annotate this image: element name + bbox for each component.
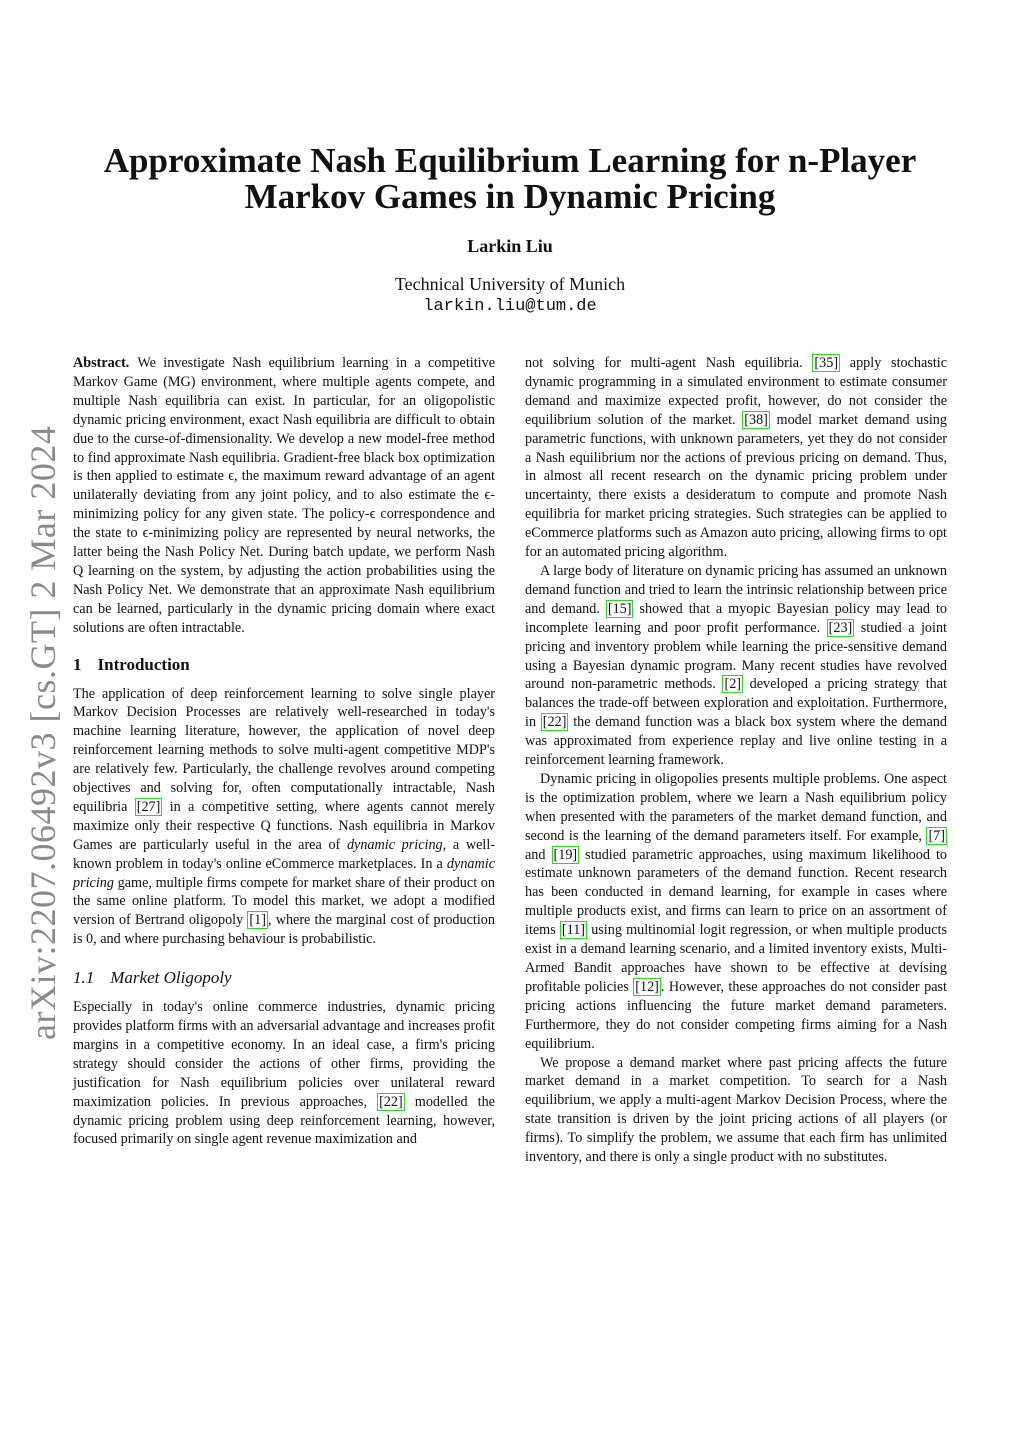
emphasis: dynamic pricing	[346, 836, 443, 853]
paper-title	[60, 143, 960, 215]
citation-link[interactable]: [7]	[928, 827, 945, 844]
title-line-2: Markov Games in Dynamic Pricing	[244, 177, 776, 216]
citation-link[interactable]: [15]	[607, 600, 632, 617]
citation-link[interactable]: [11]	[561, 922, 586, 939]
subsection-heading-market-oligopoly	[73, 969, 495, 988]
citation-link[interactable]: [19]	[553, 846, 578, 863]
title-line-1: Approximate Nash Equilibrium Learning for n-Player	[103, 141, 917, 180]
section-number: 1	[73, 654, 82, 674]
citation-link[interactable]: [12]	[635, 978, 659, 995]
arxiv-identifier-stamp: arXiv:2207.06492v3 [cs.GT] 2 Mar 2024	[23, 425, 63, 1040]
emphasis: dynamic pricing	[73, 855, 495, 891]
abstract	[73, 354, 495, 638]
citation-link[interactable]: [23]	[828, 619, 853, 636]
author-email[interactable]: larkin.liu@tum.de	[423, 297, 597, 316]
market-oligopoly-paragraph: Especially in today's online commerce industries, dynamic pricing provides platform firms with an adversarial advantage and increases profit margins in a competitive economy. In an ideal case, a firm's pricing strategy should consider the actions of other firms, providing the justification for Nash equilibrium policies over unilateral reward maximization policies. In previous approaches, [22] modelled the dynamic pricing problem using deep reinforcement learning, however, focused primarily on single agent revenue maximization and	[73, 999, 495, 1148]
section-title: Introduction	[97, 654, 190, 674]
author-name: Larkin Liu	[467, 236, 553, 256]
section-heading-introduction	[73, 656, 495, 675]
abstract-label: Abstract.	[73, 355, 130, 371]
right-column	[525, 354, 947, 1167]
subsection-number: 1.1	[73, 968, 95, 988]
left-column	[73, 354, 495, 1149]
citation-link[interactable]: [22]	[379, 1093, 403, 1110]
introduction-paragraph: The application of deep reinforcement learning to solve single player Markov Decision Processes are relatively well-researched in today's machine learning literature, however, the application of novel deep reinforcement learning methods to solve multi-agent competitive MDP's are relatively few. Particularly, the challenge revolves around competing objectives and solving for, often computationally intractable, Nash equilibria [27] in a competitive setting, where agents cannot merely maximize only their respective Q functions. Nash equilibria in Markov Games are particularly useful in the area of dynamic pricing, a well-known problem in today's online eCommerce marketplaces. In a dynamic pricing game, multiple firms compete for market share of their product on the same online platform. To model this market, we adopt a modified version of Bertrand oligopoly [1] , where the marginal cost of production is 0, and where purchasing behaviour is probabilistic.	[73, 685, 496, 948]
citation-link[interactable]: [38]	[744, 411, 768, 428]
dynamic-pricing-literature-paragraph: A large body of literature on dynamic pricing has assumed an unknown demand function and tried to learn the intrinsic relationship between price and demand. [15] showed that a myopic Bayesian policy may lead to incomplete learning and poor profit performance. [23] studied a joint pricing and inventory problem while learning the price-sensitive demand using a Bayesian dynamic program. Many recent studies have revolved around non-parametric methods. [2] developed a pricing strategy that balances the trade-off between exploration and exploitation. Furthermore, in [22] the demand function was a black box system where the demand was approximated from experience replay and live online testing in a reinforcement learning framework.	[525, 562, 948, 769]
abstract-text: We investigate Nash equilibrium learning in a competitive Markov Game (MG) environment, where multiple agents compete, and multiple Nash equilibria can exist. In particular, for an oligopolistic dynamic pricing environment, exact Nash equilibria are difficult to obtain due to the curse-of-dimensionality. We develop a new model-free method to find approximate Nash equilibria. Gradient-free black box optimization is then applied to estimate ϵ, the maximum reward advantage of an agent unilaterally deviating from any joint policy, and to also estimate the ϵ-minimizing policy for any given state. The policy-ϵ correspondence and the state to ϵ-minimizing policy are represented by neural networks, the latter being the Nash Policy Net. During batch update, we perform Nash Q learning on the system, by adjusting the action probabilities using the Nash Policy Net. We demonstrate that an approximate Nash equilibrium can be learned, particularly in the dynamic pricing domain where exact solutions are often intractable.	[73, 355, 495, 636]
proposal-paragraph: We propose a demand market where past pricing affects the future market demand in a market competition. To search for a Nash equilibrium, we apply a multi-agent Markov Decision Process, where the state transition is driven by the joint pricing actions of all players (or firms). To simplify the problem, we assume that each firm has unlimited inventory, and there is only a single product with no substitutes.	[525, 1054, 947, 1166]
citation-link[interactable]: [2]	[724, 676, 742, 693]
citation-link[interactable]: [1]	[249, 912, 266, 929]
subsection-title: Market Oligopoly	[110, 968, 232, 988]
oligopoly-problems-paragraph: Dynamic pricing in oligopolies presents multiple problems. One aspect is the optimization problem, where we learn a Nash equilibrium policy when presented with the parameters of the market demand function, and second is the learning of the demand parameters itself. For example, [7] and [19] studied parametric approaches, using maximum likelihood to estimate unknown parameters of the demand function. Recent research has been conducted in demand learning, for example in cases where multiple products exist, and firms can learn to price on an assortment of items [11] using multinomial logit regression, or when multiple products exist in a demand learning scenario, and a limited inventory exists, Multi-Armed Bandit approaches have shown to be effective at devising profitable policies [12] . However, these approaches do not consider past pricing actions influencing the future market demand parameters. Furthermore, they do not consider competing firms aiming for a Nash equilibrium.	[525, 770, 947, 1052]
continued-paragraph: not solving for multi-agent Nash equilibria. [35] apply stochastic dynamic programming in a simulated environment to estimate consumer demand and maximize expected profit, however, do not consider the equilibrium solution of the market. [38] model market demand using parametric functions, with unknown parameters, yet they do not consider a Nash equilibrium nor the actions of previous pricing on demand. Thus, in almost all recent research on the dynamic pricing problem under uncertainty, there exists a desideratum to compute and promote Nash equilibria for market pricing strategies. Such strategies can be applied to eCommerce platforms such as Amazon auto pricing, allowing firms to opt for an automated pricing algorithm.	[525, 355, 948, 561]
citation-link[interactable]: [35]	[814, 355, 839, 371]
citation-link[interactable]: [27]	[136, 798, 161, 815]
citation-link[interactable]: [22]	[542, 714, 567, 731]
affiliation: Technical University of Munich	[394, 274, 626, 294]
